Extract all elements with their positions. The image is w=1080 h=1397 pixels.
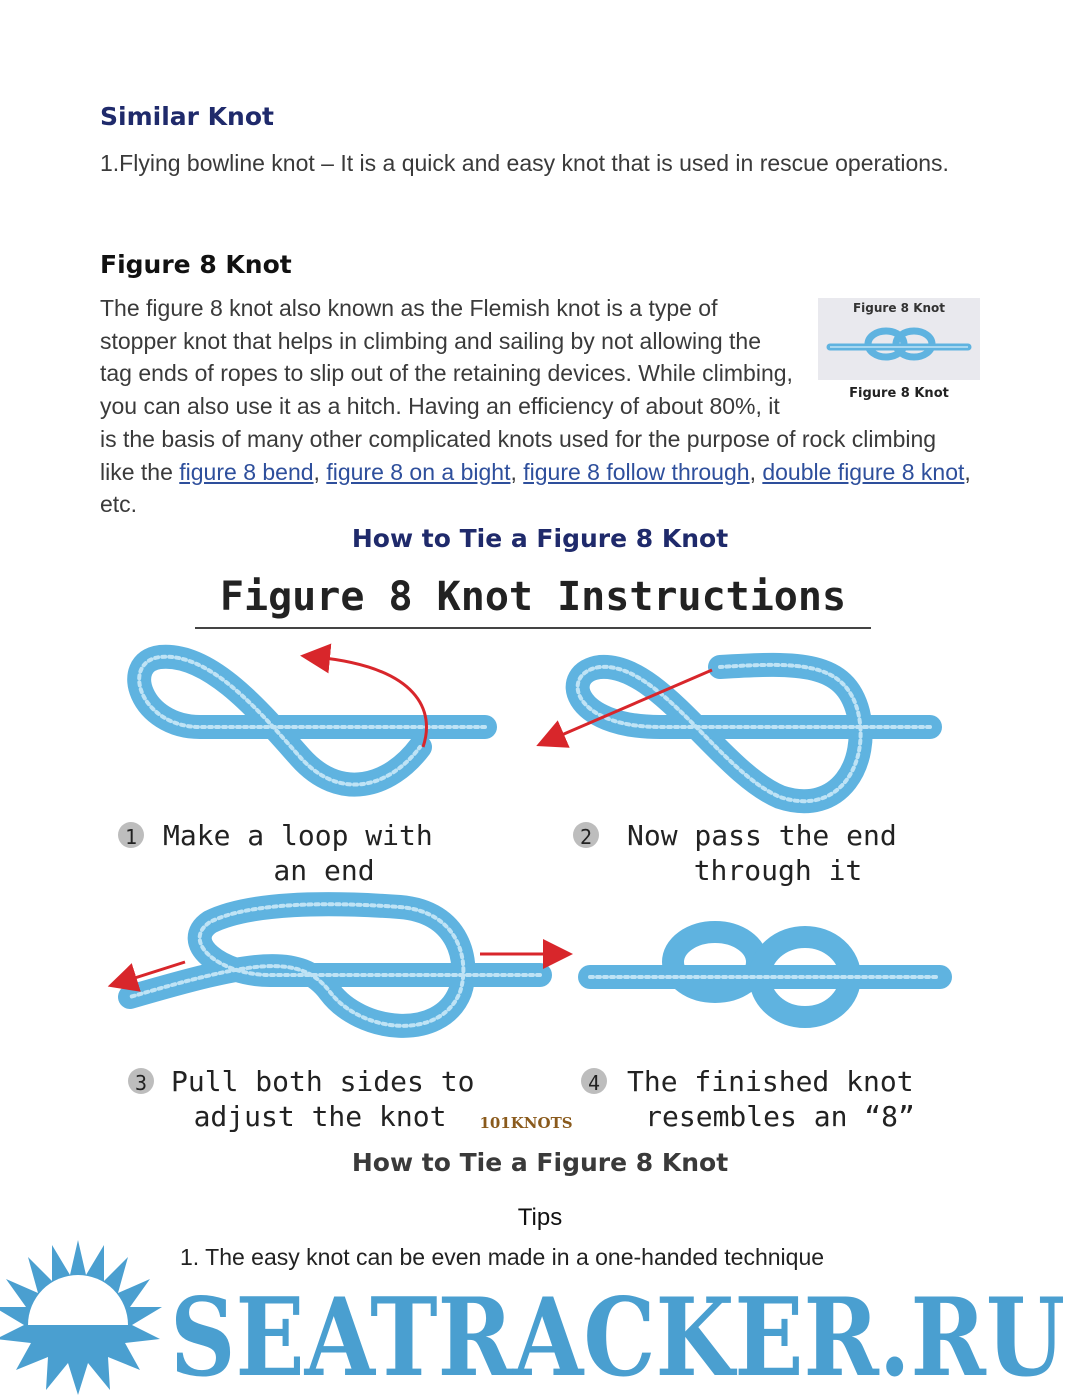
step1-rope-illustration xyxy=(139,657,485,785)
step3-rope-illustration xyxy=(130,904,540,1026)
howto-heading: How to Tie a Figure 8 Knot xyxy=(351,524,729,553)
step2-line1: Now pass the end xyxy=(627,819,897,852)
figure8-thumbnail-caption: Figure 8 Knot xyxy=(849,386,949,401)
step3-line1: Pull both sides to xyxy=(171,1065,475,1098)
figure8-text-after: , etc. xyxy=(100,458,971,518)
step2-line2: through it xyxy=(693,854,863,887)
figure8-heading: Figure 8 Knot xyxy=(100,250,292,279)
figure8-paragraph xyxy=(100,292,976,521)
link-separator: , xyxy=(749,458,763,485)
step1-line2: an end xyxy=(273,854,375,887)
watermark-text: SEATRACKER.RU xyxy=(170,1275,1065,1397)
similar-knot-heading: Similar Knot xyxy=(100,102,274,131)
watermark xyxy=(0,1235,1080,1397)
step4-number: 4 xyxy=(587,1071,601,1095)
tips-heading: Tips xyxy=(517,1204,563,1231)
step1-line1: Make a loop with xyxy=(163,819,433,852)
step1-number: 1 xyxy=(124,825,138,849)
tip-item: 1. The easy knot can be even made in a one-handed technique xyxy=(180,1244,825,1270)
step3-label xyxy=(128,1065,474,1133)
link-double-figure-8-knot[interactable]: double figure 8 knot xyxy=(762,458,965,485)
link-figure-8-on-a-bight[interactable]: figure 8 on a bight xyxy=(326,458,511,485)
instructions-title: Figure 8 Knot Instructions xyxy=(219,574,847,620)
step4-line1: The finished knot xyxy=(627,1065,914,1098)
tip-text: The easy knot can be even made in a one-handed technique xyxy=(205,1244,825,1270)
figure8-thumbnail-image xyxy=(818,298,980,380)
step4-label xyxy=(581,1065,915,1133)
link-figure-8-bend[interactable]: figure 8 bend xyxy=(179,458,314,485)
step4-rope-illustration xyxy=(590,932,940,1017)
thumbnail-title: Figure 8 Knot xyxy=(852,301,946,315)
step4-line2: resembles an “8” xyxy=(645,1100,915,1133)
instructions-image[interactable] xyxy=(100,562,980,1142)
image-caption: How to Tie a Figure 8 Knot xyxy=(351,1148,729,1177)
figure8-thumbnail[interactable] xyxy=(814,298,984,402)
link-separator: , xyxy=(313,458,327,485)
link-figure-8-follow-through[interactable]: figure 8 follow through xyxy=(523,458,750,485)
brand-logo: 101KNOTS xyxy=(479,1114,573,1132)
step1-label xyxy=(118,819,433,887)
figure8-text-before: The figure 8 knot also known as the Flemish knot is a type of stopper knot that helps in climbing and sailing by not allowing the tag ends of ropes to slip out of the retaining devices. While climbing, you can also use it as a hitch. Having an efficiency of about 80%, it is the basis of many other complicated knots used for the purpose of rock climbing like the xyxy=(100,295,937,485)
link-separator: , xyxy=(510,458,524,485)
step3-line2: adjust the knot xyxy=(193,1100,447,1133)
step2-label xyxy=(573,819,897,887)
sun-logo-icon xyxy=(0,1240,162,1395)
step2-rope-illustration xyxy=(578,665,930,801)
step2-number: 2 xyxy=(579,825,593,849)
similar-knot-text: 1.Flying bowline knot – It is a quick and easy knot that is used in rescue operations. xyxy=(100,150,949,176)
step3-number: 3 xyxy=(134,1071,148,1095)
